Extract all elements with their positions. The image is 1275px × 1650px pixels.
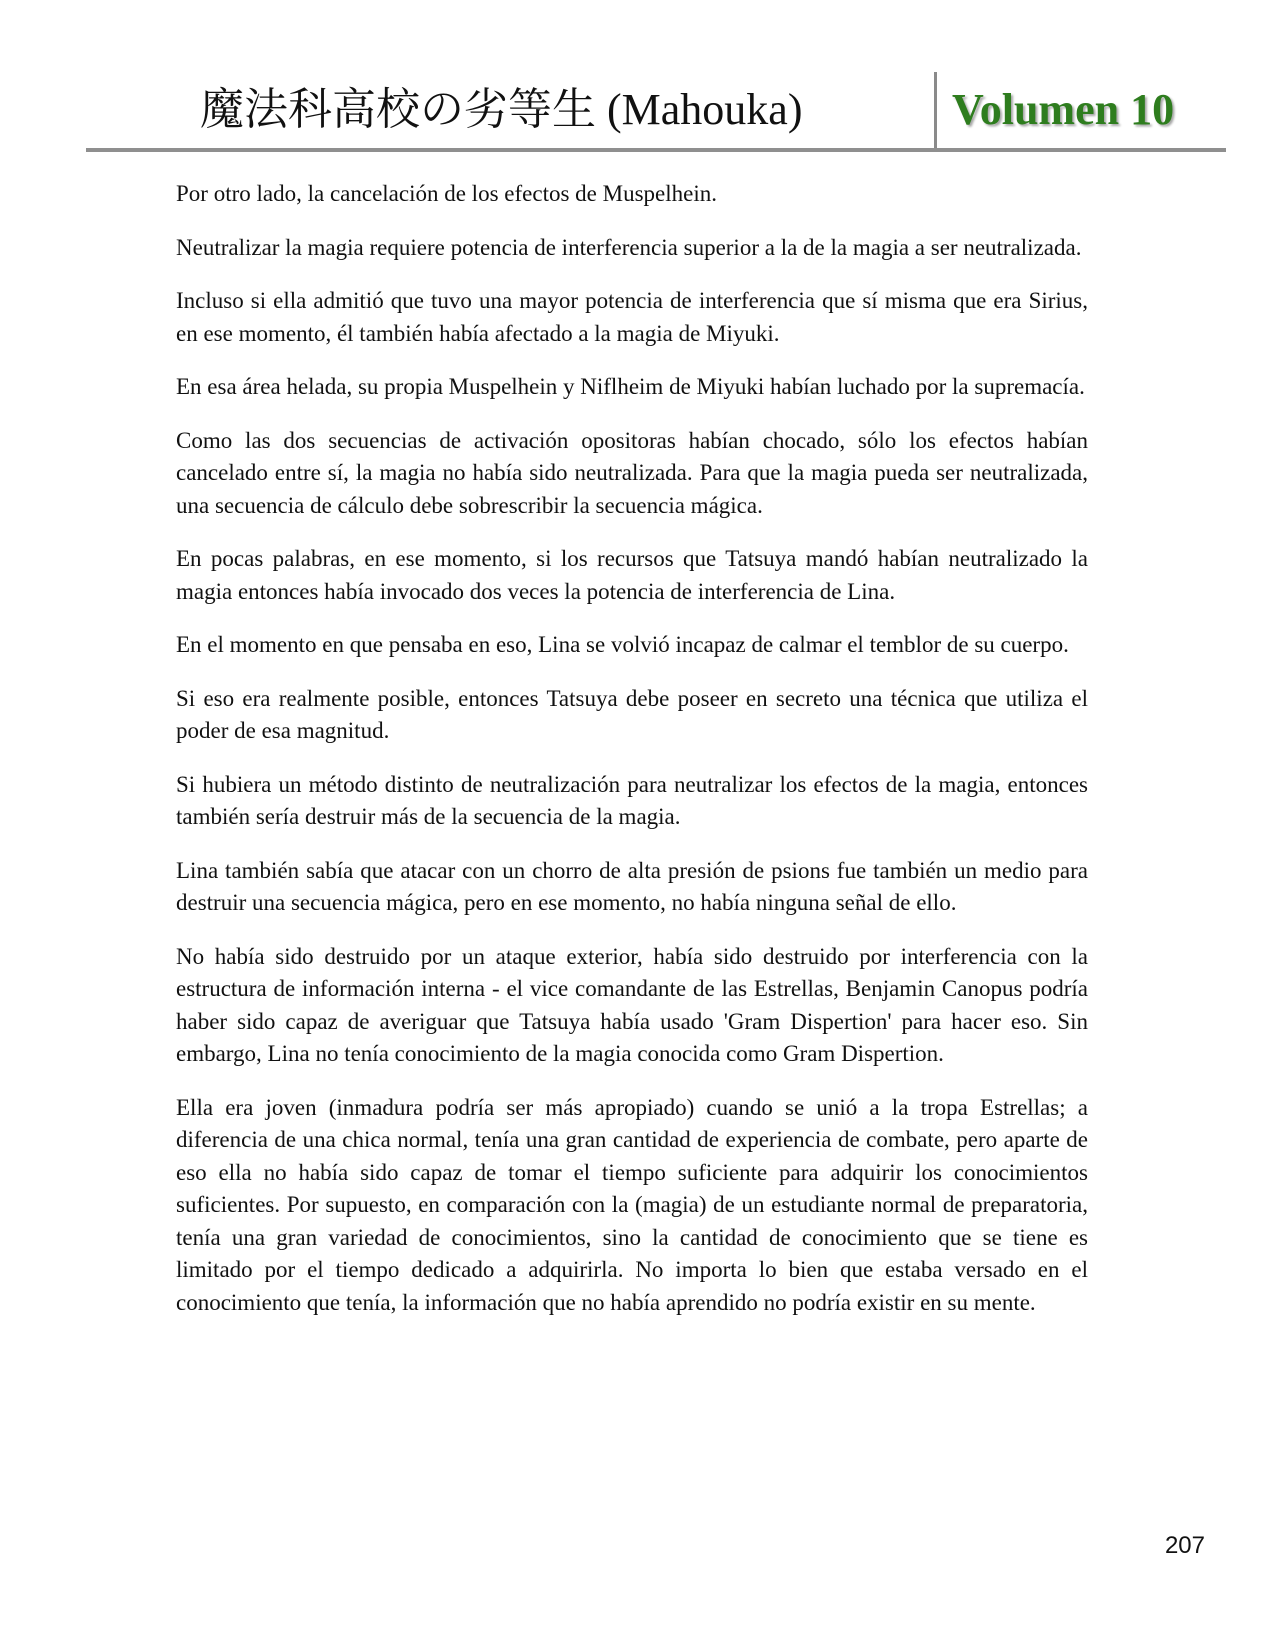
paragraph: Como las dos secuencias de activación opositoras habían chocado, sólo los efectos habían cancelado entre sí, la magia no había sido neutralizada. Para que la magia pueda ser neutralizada, una secuencia de cálculo debe sobrescribir la secuencia mágica. xyxy=(176,427,1088,518)
body-text xyxy=(176,178,1088,1340)
paragraph: Ella era joven (inmadura podría ser más apropiado) cuando se unió a la tropa Estrellas; a diferencia de una chica normal, tenía una gran cantidad de experiencia de combate, pero aparte de eso ella no había sido capaz de tomar el tiempo suficiente para adquirir los conocimientos suficientes. Por supuesto, en comparación con la (magia) de un estudiante normal de preparatoria, tenía una gran variedad de conocimientos, sino la cantidad de conocimiento que se tiene es limitado por el tiempo dedicado a adquirirla. No importa lo bien que estaba versado en el conocimiento que tenía, la información que no había aprendido no podría existir en su mente. xyxy=(176,1094,1088,1315)
paragraph: En esa área helada, su propia Muspelhein y Niflheim de Miyuki habían luchado por la supremacía. xyxy=(176,374,1085,399)
paragraph: Si hubiera un método distinto de neutralización para neutralizar los efectos de la magia, entonces también sería destruir más de la secuencia de la magia. xyxy=(176,771,1088,829)
page-header-title: 魔法科高校の劣等生 (Mahouka) xyxy=(200,85,803,134)
volume-label: Volumen 10 xyxy=(952,85,1175,134)
paragraph: En pocas palabras, en ese momento, si los recursos que Tatsuya mandó habían neutralizado la magia entonces había invocado dos veces la potencia de interferencia de Lina. xyxy=(176,546,1088,604)
paragraph: Incluso si ella admitió que tuvo una mayor potencia de interferencia que sí misma que era Sirius, en ese momento, él también había afectado a la magia de Miyuki. xyxy=(176,288,1088,346)
paragraph: Lina también sabía que atacar con un chorro de alta presión de psions fue también un medio para destruir una secuencia mágica, pero en ese momento, no había ninguna señal de ello. xyxy=(176,857,1088,915)
header-divider xyxy=(934,72,937,150)
paragraph: Por otro lado, la cancelación de los efectos de Muspelhein. xyxy=(176,181,717,206)
paragraph: En el momento en que pensaba en eso, Lina se volvió incapaz de calmar el temblor de su cuerpo. xyxy=(176,632,1069,657)
paragraph: Si eso era realmente posible, entonces Tatsuya debe poseer en secreto una técnica que utiliza el poder de esa magnitud. xyxy=(176,685,1088,743)
page-number: 207 xyxy=(1164,1532,1205,1559)
paragraph: No había sido destruido por un ataque exterior, había sido destruido por interferencia con la estructura de información interna - el vice comandante de las Estrellas, Benjamin Canopus podría haber sido capaz de averiguar que Tatsuya había usado 'Gram Dispertion' para hacer eso. Sin embargo, Lina no tenía conocimiento de la magia conocida como Gram Dispertion. xyxy=(176,943,1088,1066)
paragraph: Neutralizar la magia requiere potencia de interferencia superior a la de la magia a ser neutralizada. xyxy=(176,234,1082,260)
header-rule xyxy=(86,148,1226,152)
